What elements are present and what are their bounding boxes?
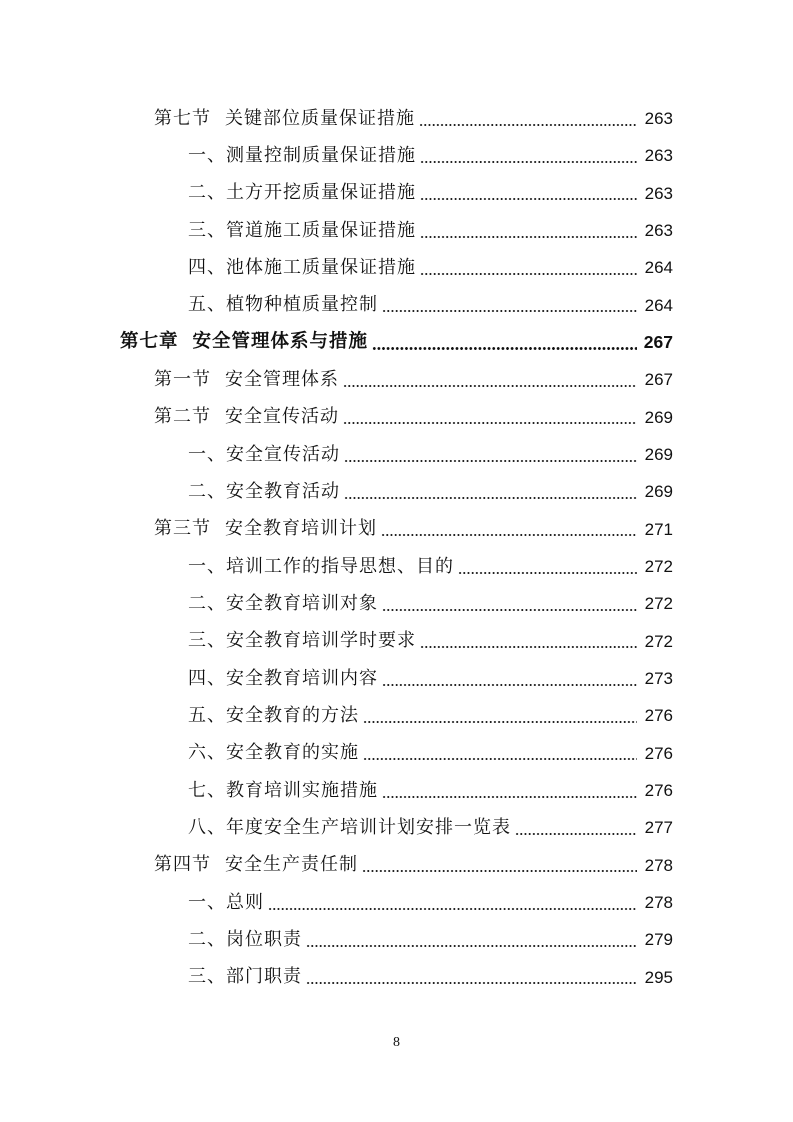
toc-subsection-entry[interactable] xyxy=(0,623,793,660)
toc-section-entry[interactable] xyxy=(0,361,793,398)
toc-entry-number: 三、 xyxy=(188,219,226,241)
toc-entry-title: 管道施工质量保证措施 xyxy=(226,219,416,241)
toc-dot-leader xyxy=(381,534,637,536)
toc-entry-page: 276 xyxy=(644,743,673,763)
toc-entry-number: 第二节 xyxy=(154,406,211,428)
toc-subsection-entry[interactable] xyxy=(0,436,793,473)
toc-subsection-entry[interactable] xyxy=(0,809,793,846)
toc-entry-number: 七、 xyxy=(188,779,226,801)
toc-subsection-entry[interactable] xyxy=(0,959,793,996)
toc-dot-leader xyxy=(420,161,637,163)
toc-subsection-entry[interactable] xyxy=(0,548,793,585)
toc-subsection-entry[interactable] xyxy=(0,137,793,174)
toc-entry-page: 272 xyxy=(644,631,673,651)
toc-dot-leader xyxy=(382,684,637,686)
toc-entry-title: 植物种植质量控制 xyxy=(226,294,378,316)
toc-entry-page: 267 xyxy=(644,370,673,390)
toc-entry-title: 岗位职责 xyxy=(226,928,302,950)
toc-subsection-entry[interactable] xyxy=(0,772,793,809)
toc-entry-page: 263 xyxy=(644,221,673,241)
toc-entry-number: 四、 xyxy=(188,667,226,689)
table-of-contents xyxy=(0,100,793,996)
toc-dot-leader xyxy=(363,721,637,723)
toc-entry-page: 277 xyxy=(644,818,673,838)
toc-dot-leader xyxy=(382,796,637,798)
toc-section-entry[interactable] xyxy=(0,847,793,884)
toc-entry-title: 关键部位质量保证措施 xyxy=(225,107,415,129)
toc-section-entry[interactable] xyxy=(0,511,793,548)
toc-entry-number: 二、 xyxy=(188,480,226,502)
toc-entry-title: 年度安全生产培训计划安排一览表 xyxy=(226,816,511,838)
toc-entry-number: 三、 xyxy=(188,966,226,988)
toc-entry-title: 池体施工质量保证措施 xyxy=(226,256,416,278)
toc-entry-title: 安全教育培训学时要求 xyxy=(226,630,416,652)
toc-subsection-entry[interactable] xyxy=(0,697,793,734)
toc-dot-leader xyxy=(344,497,637,499)
toc-entry-title: 安全教育培训对象 xyxy=(226,592,378,614)
toc-entry-page: 269 xyxy=(644,407,673,427)
toc-entry-number: 一、 xyxy=(188,555,226,577)
toc-entry-title: 教育培训实施措施 xyxy=(226,779,378,801)
toc-dot-leader xyxy=(458,572,637,574)
toc-dot-leader xyxy=(420,273,637,275)
toc-dot-leader xyxy=(420,236,637,238)
toc-subsection-entry[interactable] xyxy=(0,735,793,772)
toc-entry-title: 培训工作的指导思想、目的 xyxy=(226,555,454,577)
toc-dot-leader xyxy=(515,833,637,835)
toc-entry-page: 278 xyxy=(644,893,673,913)
toc-dot-leader xyxy=(420,198,637,200)
toc-entry-number: 第三节 xyxy=(154,518,211,540)
toc-dot-leader xyxy=(363,758,637,760)
toc-entry-number: 一、 xyxy=(188,144,226,166)
toc-entry-title: 部门职责 xyxy=(226,966,302,988)
toc-entry-title: 测量控制质量保证措施 xyxy=(226,144,416,166)
toc-entry-page: 271 xyxy=(644,519,673,539)
toc-dot-leader xyxy=(382,310,637,312)
toc-entry-page: 278 xyxy=(644,855,673,875)
toc-entry-title: 安全管理体系与措施 xyxy=(192,331,369,353)
toc-entry-page: 263 xyxy=(644,109,673,129)
toc-subsection-entry[interactable] xyxy=(0,660,793,697)
toc-dot-leader xyxy=(362,870,637,872)
toc-dot-leader xyxy=(306,945,637,947)
toc-entry-number: 三、 xyxy=(188,630,226,652)
toc-subsection-entry[interactable] xyxy=(0,921,793,958)
toc-entry-number: 四、 xyxy=(188,256,226,278)
toc-subsection-entry[interactable] xyxy=(0,884,793,921)
toc-chapter-entry[interactable] xyxy=(0,324,793,361)
toc-entry-number: 二、 xyxy=(188,928,226,950)
toc-subsection-entry[interactable] xyxy=(0,585,793,622)
toc-entry-page: 264 xyxy=(644,295,673,315)
toc-entry-page: 264 xyxy=(644,258,673,278)
toc-entry-page: 267 xyxy=(643,331,673,352)
toc-entry-page: 276 xyxy=(644,781,673,801)
toc-entry-page: 273 xyxy=(644,669,673,689)
toc-dot-leader xyxy=(419,124,637,126)
toc-subsection-entry[interactable] xyxy=(0,249,793,286)
toc-entry-title: 安全教育的实施 xyxy=(226,742,359,764)
toc-entry-title: 安全教育活动 xyxy=(226,480,340,502)
toc-dot-leader xyxy=(343,385,637,387)
toc-entry-page: 269 xyxy=(644,482,673,502)
toc-entry-page: 279 xyxy=(644,930,673,950)
toc-entry-number: 八、 xyxy=(188,816,226,838)
toc-entry-page: 272 xyxy=(644,557,673,577)
toc-entry-number: 一、 xyxy=(188,891,226,913)
toc-entry-page: 295 xyxy=(644,967,673,987)
toc-entry-title: 安全教育培训内容 xyxy=(226,667,378,689)
toc-dot-leader xyxy=(382,609,637,611)
toc-entry-page: 276 xyxy=(644,706,673,726)
toc-entry-page: 272 xyxy=(644,594,673,614)
toc-entry-number: 一、 xyxy=(188,443,226,465)
toc-entry-title: 安全教育的方法 xyxy=(226,704,359,726)
toc-subsection-entry[interactable] xyxy=(0,175,793,212)
toc-entry-title: 总则 xyxy=(226,891,264,913)
toc-dot-leader xyxy=(372,347,637,350)
toc-subsection-entry[interactable] xyxy=(0,212,793,249)
toc-dot-leader xyxy=(306,982,637,984)
toc-entry-title: 安全生产责任制 xyxy=(225,854,358,876)
toc-entry-title: 安全管理体系 xyxy=(225,368,339,390)
toc-section-entry[interactable] xyxy=(0,100,793,137)
toc-dot-leader xyxy=(344,460,637,462)
toc-entry-number: 二、 xyxy=(188,182,226,204)
toc-section-entry[interactable] xyxy=(0,399,793,436)
toc-entry-number: 第七节 xyxy=(154,107,211,129)
toc-entry-title: 安全宣传活动 xyxy=(225,406,339,428)
toc-entry-number: 第四节 xyxy=(154,854,211,876)
toc-entry-page: 263 xyxy=(644,183,673,203)
toc-entry-title: 安全宣传活动 xyxy=(226,443,340,465)
toc-subsection-entry[interactable] xyxy=(0,287,793,324)
toc-entry-title: 安全教育培训计划 xyxy=(225,518,377,540)
toc-entry-title: 土方开挖质量保证措施 xyxy=(226,182,416,204)
toc-entry-page: 269 xyxy=(644,445,673,465)
toc-entry-number: 第一节 xyxy=(154,368,211,390)
toc-entry-number: 二、 xyxy=(188,592,226,614)
toc-entry-page: 263 xyxy=(644,146,673,166)
toc-subsection-entry[interactable] xyxy=(0,473,793,510)
toc-entry-number: 五、 xyxy=(188,704,226,726)
toc-entry-number: 第七章 xyxy=(120,331,179,353)
toc-dot-leader xyxy=(343,422,637,424)
toc-entry-number: 六、 xyxy=(188,742,226,764)
page-number: 8 xyxy=(393,1035,400,1050)
toc-dot-leader xyxy=(420,646,637,648)
toc-entry-number: 五、 xyxy=(188,294,226,316)
toc-dot-leader xyxy=(268,908,637,910)
